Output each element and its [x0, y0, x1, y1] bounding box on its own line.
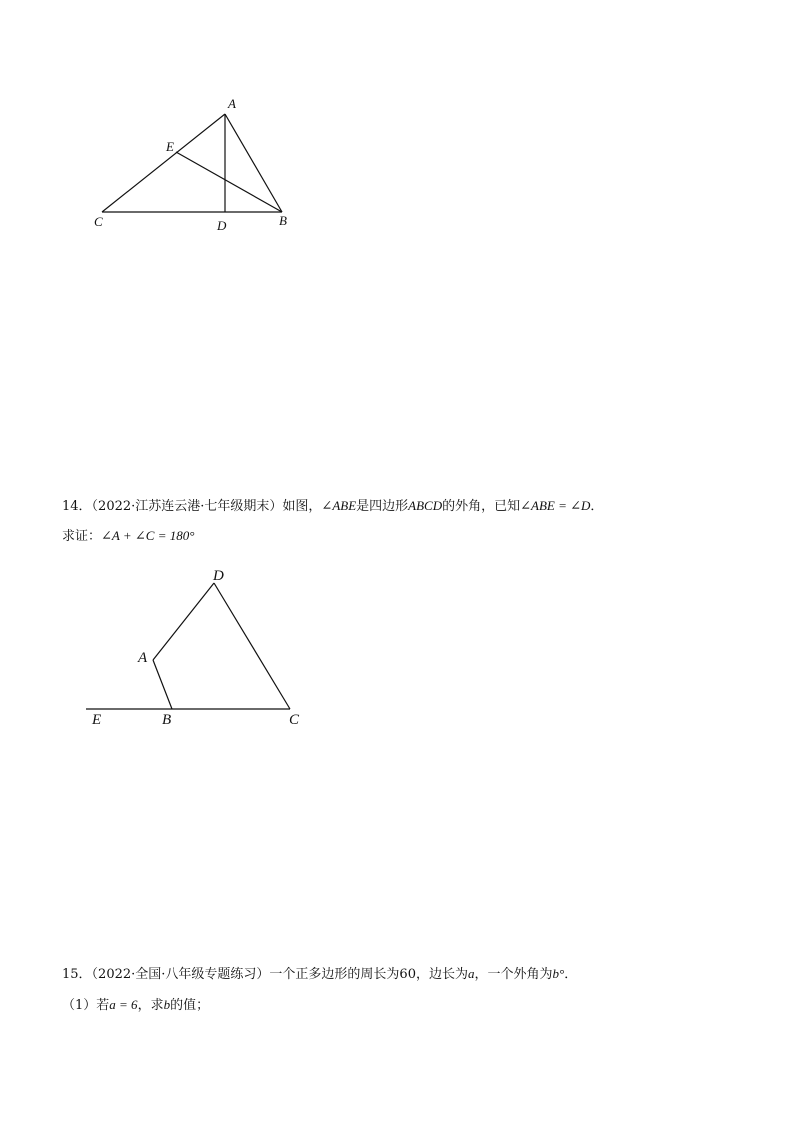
figure-quadrilateral-abcd — [0, 0, 360, 740]
problem-15-source: （2022·全国·八年级专题练习） — [91, 967, 270, 982]
label-b: B — [279, 213, 287, 228]
problem-14-text: 的外角，已知 — [442, 499, 521, 514]
label-a: A — [228, 96, 236, 111]
problem-15-side-var: a — [467, 966, 475, 981]
problem-15-number: 15． — [62, 967, 92, 982]
label-d: D — [217, 218, 227, 233]
segment-da — [153, 583, 214, 660]
label-e: E — [166, 139, 174, 154]
problem-15-text: ，一个外角为 — [474, 967, 553, 982]
problem-15-text: 一个正多边形的周长为 — [269, 967, 400, 982]
problem-14-quad: ABCD — [408, 498, 443, 513]
problem-14-text: 是四边形 — [356, 499, 409, 514]
problem-15-perimeter: 60 — [399, 967, 416, 982]
part-1-condition: a = 6 — [109, 997, 138, 1012]
part-1-prefix: （1）若 — [62, 998, 110, 1013]
problem-15-angle-var: b° — [552, 966, 565, 981]
label-e: E — [92, 712, 102, 728]
problem-14-text: 如图， — [282, 499, 322, 514]
part-1-var: b — [163, 997, 171, 1012]
problem-14-text: ． — [590, 499, 604, 514]
problem-14-condition: ∠ABE = ∠D — [520, 498, 591, 513]
problem-15-text: ． — [564, 967, 578, 982]
prove-label: 求证： — [62, 529, 102, 544]
problem-14-source: （2022·江苏连云港·七年级期末） — [91, 499, 283, 514]
segment-ab — [153, 660, 172, 709]
problem-14-angle-abe: ∠ABE — [321, 498, 357, 513]
segment-cd — [214, 583, 290, 709]
problem-15-part-1 — [62, 996, 209, 1015]
part-1-suffix: 的值； — [170, 998, 210, 1013]
label-c: C — [289, 712, 300, 728]
label-a: A — [138, 650, 148, 666]
part-1-text: ，求 — [137, 998, 164, 1013]
problem-14-number: 14． — [62, 499, 92, 514]
label-d: D — [213, 568, 224, 584]
problem-15-text: ，边长为 — [415, 967, 468, 982]
problem-15-statement — [62, 965, 577, 984]
label-c: C — [94, 214, 103, 229]
prove-expression: ∠A + ∠C = 180° — [101, 528, 195, 543]
label-b: B — [162, 712, 172, 728]
